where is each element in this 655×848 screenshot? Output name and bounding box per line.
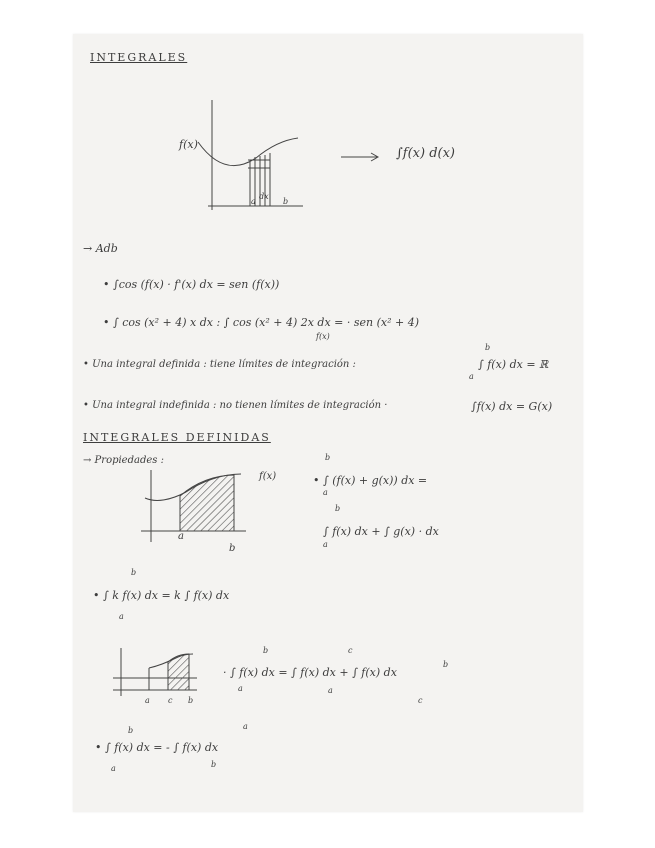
chain-rule-line-1: • ∫cos (f(x) · f'(x) dx = sen (f(x)): [103, 278, 280, 291]
chain-rule-line-2: • ∫ cos (x² + 4) x dx : ∫ cos (x² + 4) 2x dx = · sen (x² + 4): [103, 316, 420, 329]
section-title-definidas: INTEGRALES DEFINIDAS: [83, 431, 271, 444]
prop1b-lower: a: [323, 540, 328, 549]
graph3-a-label: a: [145, 696, 150, 705]
graph3-b-label: b: [188, 696, 194, 705]
prop1b-upper: b: [335, 504, 341, 513]
prop3-lower-1: a: [238, 684, 243, 693]
definida-formula: ∫ f(x) dx = ℝ: [478, 358, 549, 371]
prop4-formula: • ∫ f(x) dx = - ∫ f(x) dx: [95, 741, 219, 754]
prop3-lower-3: c: [418, 696, 423, 705]
arrow-icon: [341, 152, 381, 162]
indefinida-formula: ∫f(x) dx = G(x): [471, 400, 553, 413]
definida-text: • Una integral definida : tiene límites de integración :: [83, 359, 356, 370]
graph2-f-label: f(x): [259, 471, 277, 482]
prop3-lower-2: a: [328, 686, 333, 695]
prop4-upper-2: a: [243, 722, 248, 731]
prop4-lower-2: b: [211, 760, 217, 769]
split-integral-graph: [113, 648, 198, 708]
notebook-page: [73, 34, 583, 812]
graph2-a-label: a: [178, 531, 184, 542]
page-title: INTEGRALES: [90, 51, 188, 64]
prop4-upper-1: b: [128, 726, 134, 735]
definite-integral-graph: [141, 470, 251, 550]
prop3-upper-3: b: [443, 660, 449, 669]
graph3-c-label: c: [168, 696, 173, 705]
prop4-lower-1: a: [111, 764, 116, 773]
adb-label: → Adb: [83, 242, 118, 255]
graph2-b-label: b: [229, 543, 236, 554]
prop1-upper: b: [325, 453, 331, 462]
prop2-upper: b: [131, 568, 137, 577]
chain-rule-sub: f(x): [316, 332, 330, 341]
prop2-lower: a: [119, 612, 124, 621]
graph1-y-label: f(x): [179, 138, 198, 151]
prop3-formula: · ∫ f(x) dx = ∫ f(x) dx + ∫ f(x) dx: [223, 666, 397, 679]
propiedades-label: → Propiedades :: [83, 455, 164, 466]
graph1-x-label-a: a: [251, 197, 256, 206]
riemann-sum-graph: [198, 100, 308, 225]
definida-lower-limit: a: [469, 372, 474, 381]
prop2-formula: • ∫ k f(x) dx = k ∫ f(x) dx: [93, 589, 230, 602]
definida-upper-limit: b: [485, 343, 491, 352]
graph1-x-label-dx: dx: [259, 192, 269, 201]
graph1-x-label-b: b: [283, 197, 289, 206]
indefinida-text: • Una integral indefinida : no tienen límites de integración ·: [83, 400, 388, 411]
prop3-upper-2: c: [348, 646, 353, 655]
prop3-upper-1: b: [263, 646, 269, 655]
prop1-lower: a: [323, 488, 328, 497]
prop1-line-2: ∫ f(x) dx + ∫ g(x) · dx: [323, 525, 439, 538]
integral-notation: ∫f(x) d(x): [396, 146, 455, 161]
prop1-line-1: • ∫ (f(x) + g(x)) dx =: [313, 474, 428, 487]
